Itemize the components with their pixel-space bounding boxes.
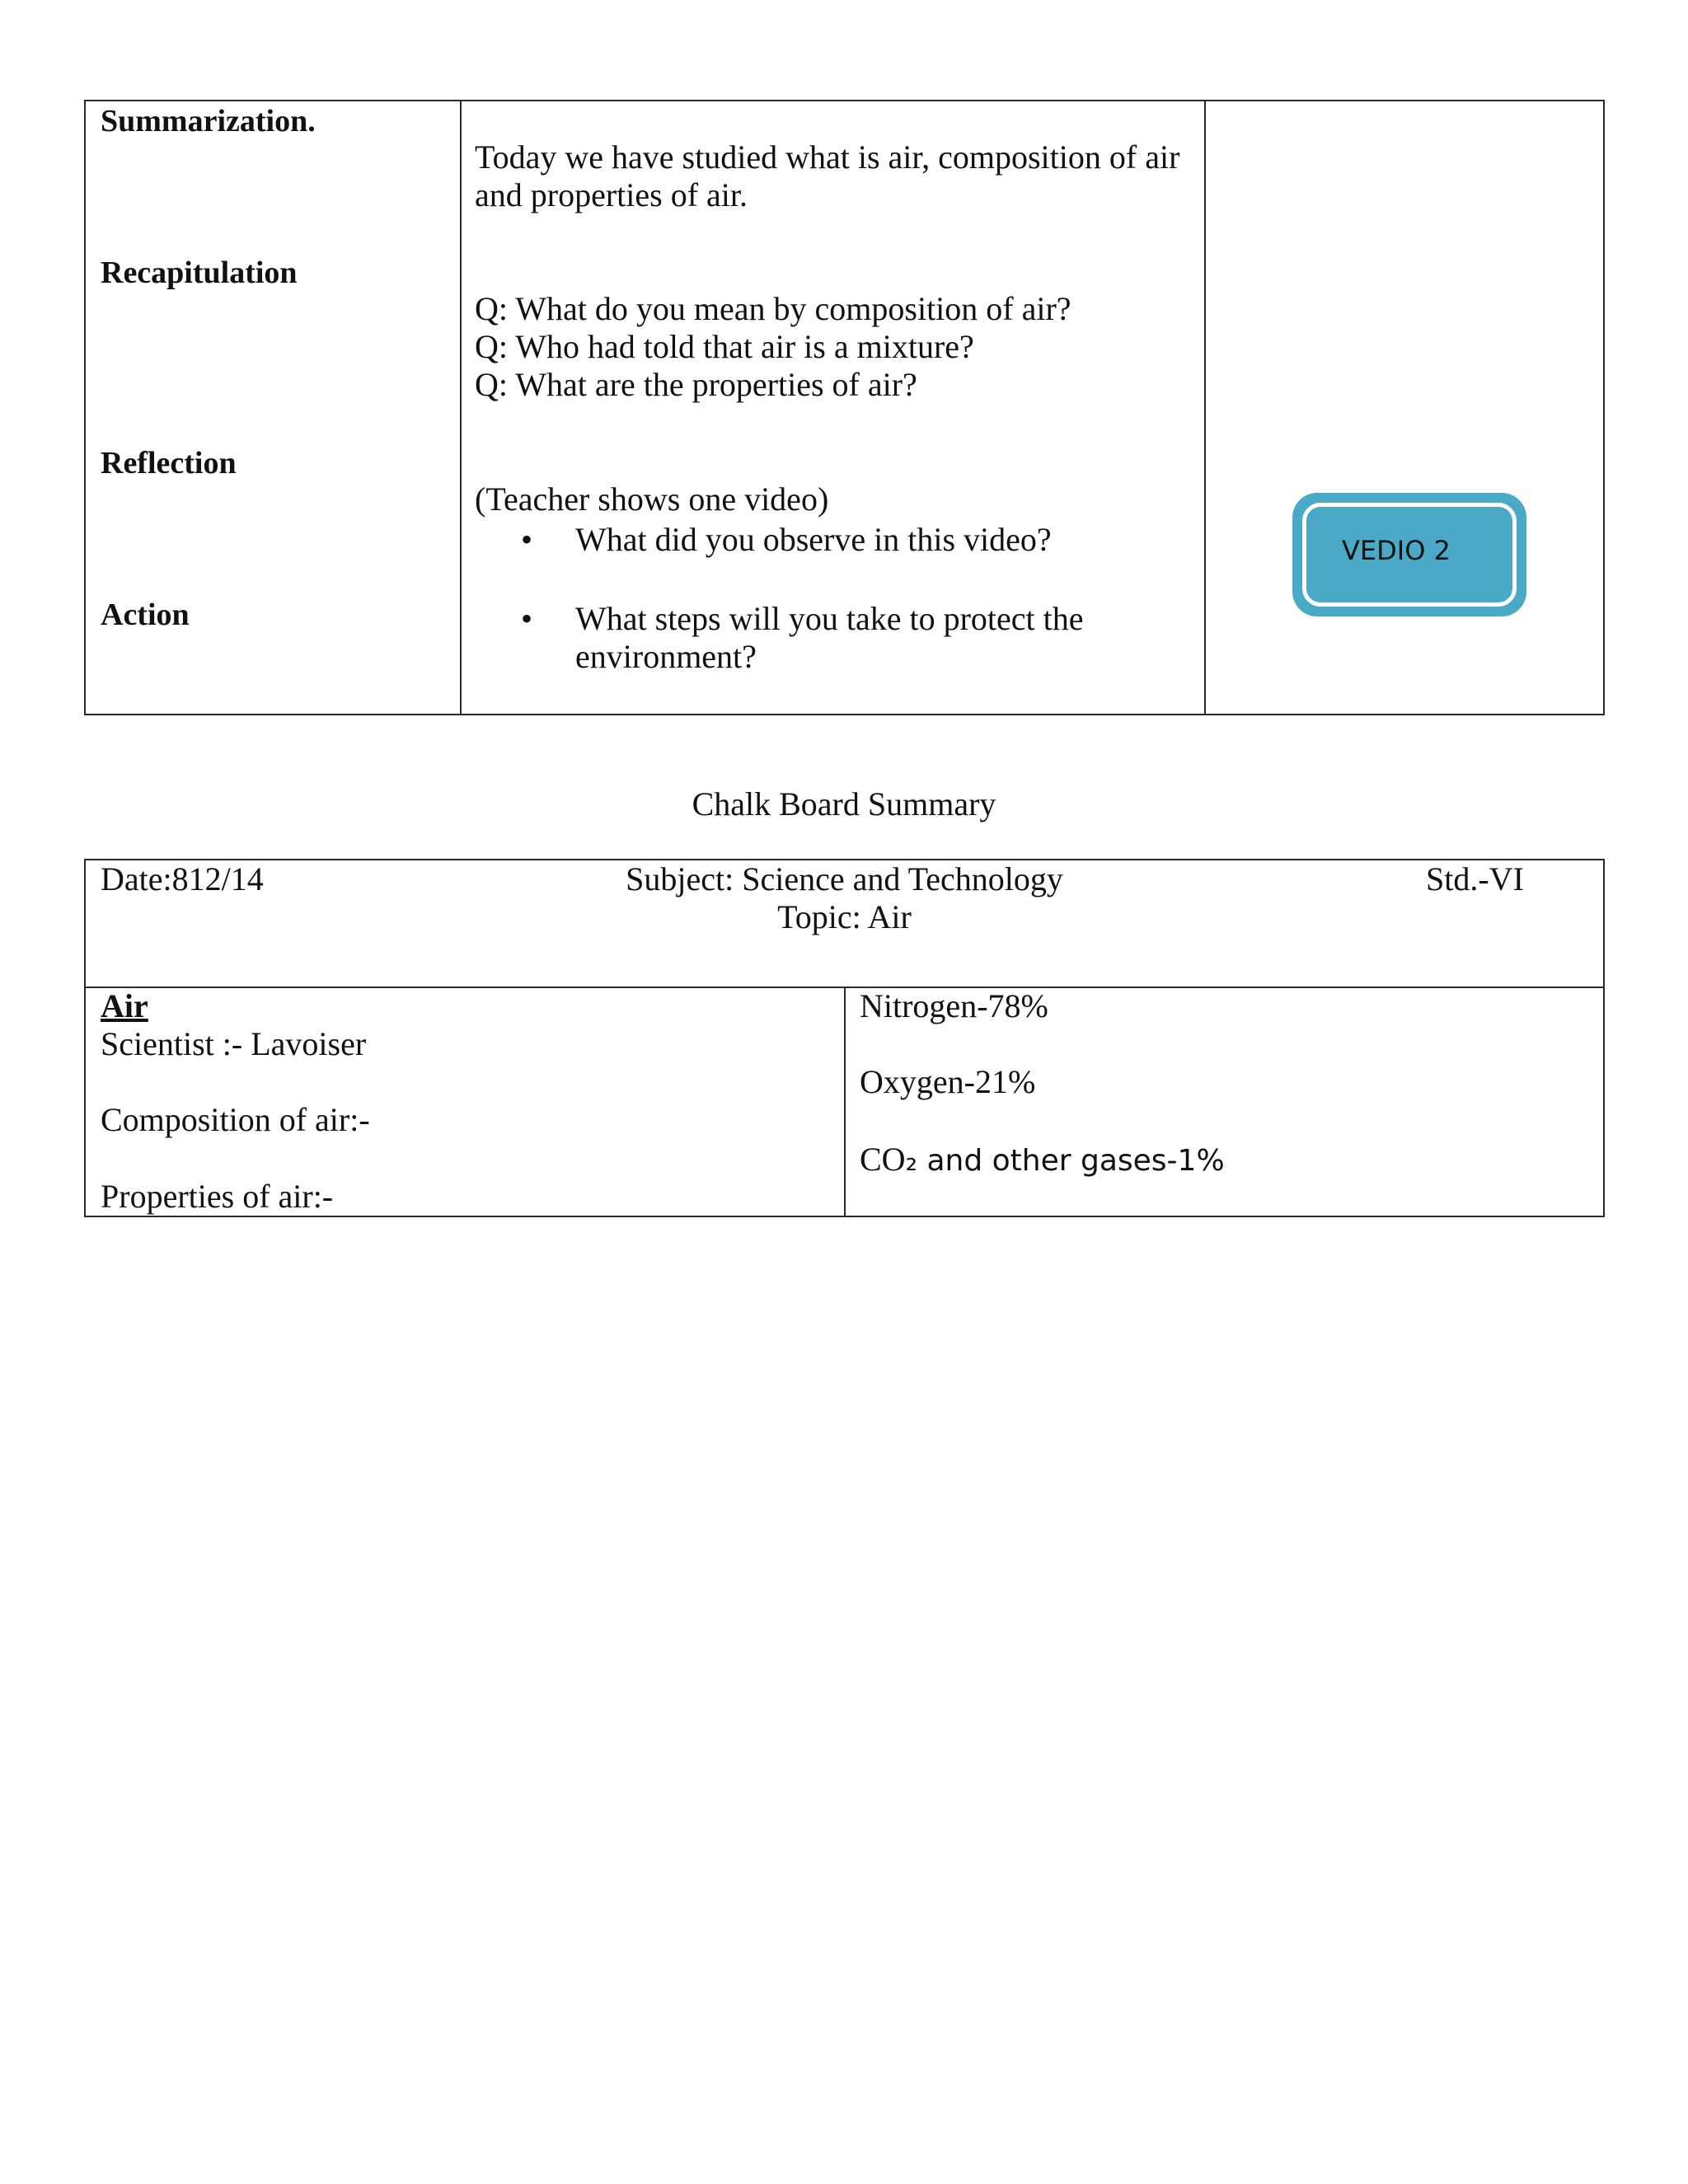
column-divider xyxy=(1204,101,1206,714)
column-divider xyxy=(460,101,462,714)
summary-line: Today we have studied what is air, composition of air xyxy=(475,138,1180,176)
date-label: Date:812/14 xyxy=(101,860,264,898)
bullet-icon: • xyxy=(521,600,533,637)
lesson-plan-table xyxy=(84,100,1605,715)
stage-reflection: Reflection xyxy=(101,446,237,480)
stage-action: Action xyxy=(101,598,190,632)
properties-line: Properties of air:- xyxy=(101,1178,334,1215)
oxygen-line: Oxygen-21% xyxy=(860,1063,1036,1100)
std-label: Std.-VI xyxy=(1426,860,1524,898)
chalk-board-title: Chalk Board Summary xyxy=(692,785,996,823)
video-button-label: VEDIO 2 xyxy=(1342,535,1451,566)
bullet-text-continuation: environment? xyxy=(575,638,757,675)
bullet-icon: • xyxy=(521,521,533,558)
co2-line xyxy=(860,1141,1225,1180)
nitrogen-line: Nitrogen-78% xyxy=(860,987,1048,1024)
air-heading: Air xyxy=(101,987,148,1024)
column-divider xyxy=(844,987,846,1216)
recap-question: Q: What are the properties of air? xyxy=(475,366,917,403)
scientist-line: Scientist :- Lavoiser xyxy=(101,1025,367,1062)
recap-question: Q: What do you mean by composition of air? xyxy=(475,290,1071,327)
co2-prefix: CO xyxy=(860,1141,906,1178)
stage-recapitulation: Recapitulation xyxy=(101,255,298,290)
reflection-intro: (Teacher shows one video) xyxy=(475,480,829,518)
recap-question: Q: Who had told that air is a mixture? xyxy=(475,328,974,365)
subject-label: Subject: Science and Technology xyxy=(626,860,1063,898)
stage-summarization: Summarization. xyxy=(101,104,316,138)
summary-line: and properties of air. xyxy=(475,176,748,213)
chalk-board-table xyxy=(84,859,1605,1217)
composition-line: Composition of air:- xyxy=(101,1101,370,1138)
video-2-button[interactable] xyxy=(1292,493,1526,616)
co2-rest: ₂ and other gases-1% xyxy=(905,1144,1225,1178)
bullet-text: What did you observe in this video? xyxy=(575,521,1052,558)
bullet-text: What steps will you take to protect the xyxy=(575,600,1084,637)
topic-label: Topic: Air xyxy=(777,898,912,935)
